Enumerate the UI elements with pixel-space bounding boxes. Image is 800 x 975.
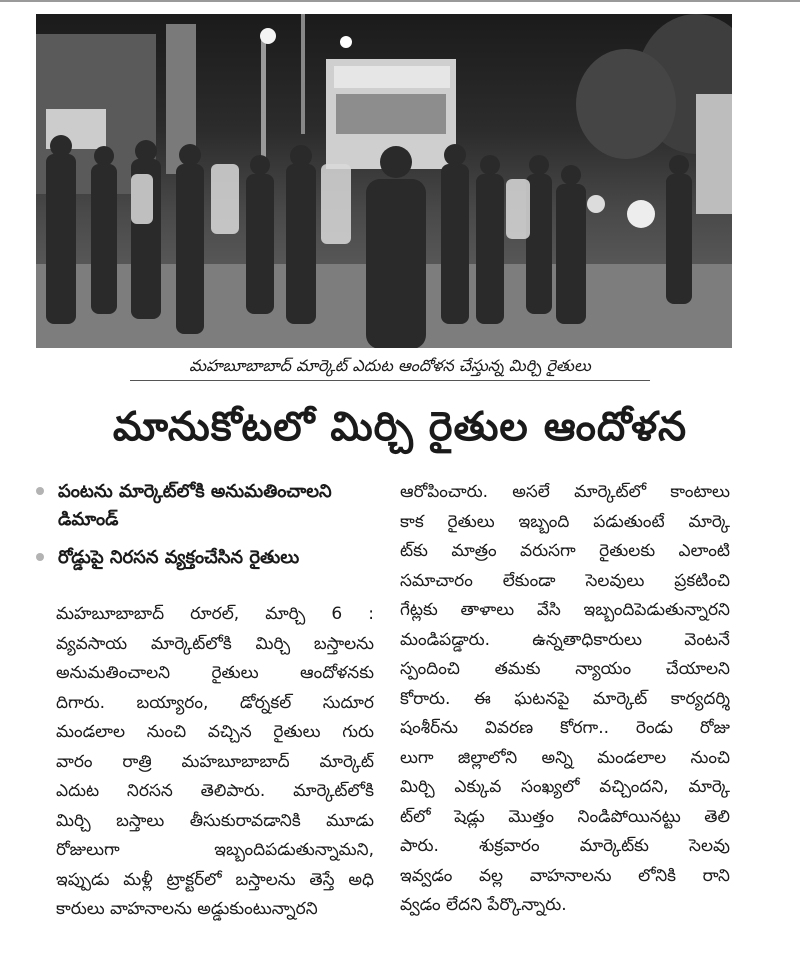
body-line: మిర్చి బస్తాలు తీసుకురావడానికి మూడు [56, 810, 374, 831]
body-line: అనుమతించాలని రైతులు ఆందోళనకు [56, 663, 374, 683]
body-line: ఎదుట నిరసన తెలిపారు. మార్కెట్‌లోకి [56, 781, 374, 801]
body-line: కాక రైతులు ఇబ్బంది పడుతుంటే మార్కె [400, 511, 730, 532]
body-line: ట్‌కు మాత్రం వరుసగా రైతులకు ఎలాంటి [400, 541, 730, 561]
body-line: రోజులుగా ఇబ్బందిపడుతున్నామని, [56, 840, 374, 860]
body-line: దిగారు. బయ్యారం, డోర్నకల్ సుదూర [56, 692, 374, 713]
body-line: ఇవ్వడం వల్ల వాహనాలను లోనికి రాని [400, 865, 730, 886]
photo-caption: మహబూబాబాద్ మార్కెట్ ఎదుట ఆందోళన చేస్తున్న మిర్చి రైతులు [130, 352, 650, 381]
body-line: వ్వడం లేదని పేర్కొన్నారు. [400, 895, 567, 915]
body-line: స్పందించి తమకు న్యాయం చేయాలని [400, 659, 730, 679]
body-line: ఇప్పుడు మళ్లీ ట్రాక్టర్‌లో బస్తాలను తెస్తే అధి [56, 869, 374, 890]
top-rule [0, 0, 800, 2]
bullet-dot-icon [36, 487, 44, 495]
body-line: సమాచారం లేకుండా సెలవులు ప్రకటించి [400, 570, 730, 591]
body-line: వారం రాత్రి మహబూబాబాద్ మార్కెట్ [56, 751, 374, 772]
body-line: లుగా జిల్లాలోని అన్ని మండలాల నుంచి [400, 747, 730, 768]
body-column-left [56, 600, 374, 925]
protest-scene-image [36, 14, 732, 348]
body-column-right [400, 478, 730, 921]
bullet-item [36, 544, 376, 572]
bullet-text: పంటను మార్కెట్‌లోకి అనుమతించాలని డిమాండ్ [58, 481, 332, 530]
body-line: మహబూబాబాద్ రూరల్, మార్చి 6 : [56, 604, 374, 624]
body-line: మండలాల నుంచి వచ్చిన రైతులు గురు [56, 722, 374, 742]
body-line: షంశీర్‌ను వివరణ కోరగా.. రెండు రోజు [400, 718, 730, 738]
body-line: పారు. శుక్రవారం మార్కెట్‌కు సెలవు [400, 836, 730, 856]
body-line: కారులు వాహనాలను అడ్డుకుంటున్నారని [56, 899, 318, 919]
body-line: వ్యవసాయ మార్కెట్‌లోకి మిర్చి బస్తాలను [56, 633, 374, 654]
highlight-bullets [36, 478, 376, 582]
body-line: కోరారు. ఈ ఘటనపై మార్కెట్ కార్యదర్శి [400, 688, 730, 709]
body-line: ట్‌లో షెడ్లు మొత్తం నిండిపోయినట్టు తెలి [400, 806, 730, 827]
article-headline: మానుకోటలో మిర్చి రైతుల ఆందోళన [112, 404, 688, 450]
bullet-item [36, 478, 376, 534]
body-line: గేట్లకు తాళాలు వేసి ఇబ్బందిపెడుతున్నారని [400, 600, 730, 620]
bullet-text: రోడ్డుపై నిరసన వ్యక్తంచేసిన రైతులు [58, 547, 300, 568]
body-line: ఆరోపించారు. అసలే మార్కెట్‌లో కాంటాలు [400, 482, 730, 502]
body-line: మండిపడ్డారు. ఉన్నతాధికారులు వెంటనే [400, 629, 730, 650]
news-photo [36, 14, 732, 348]
body-line: మిర్చి ఎక్కువ సంఖ్యలో వచ్చిందని, మార్కె [400, 777, 730, 797]
bullet-dot-icon [36, 553, 44, 561]
